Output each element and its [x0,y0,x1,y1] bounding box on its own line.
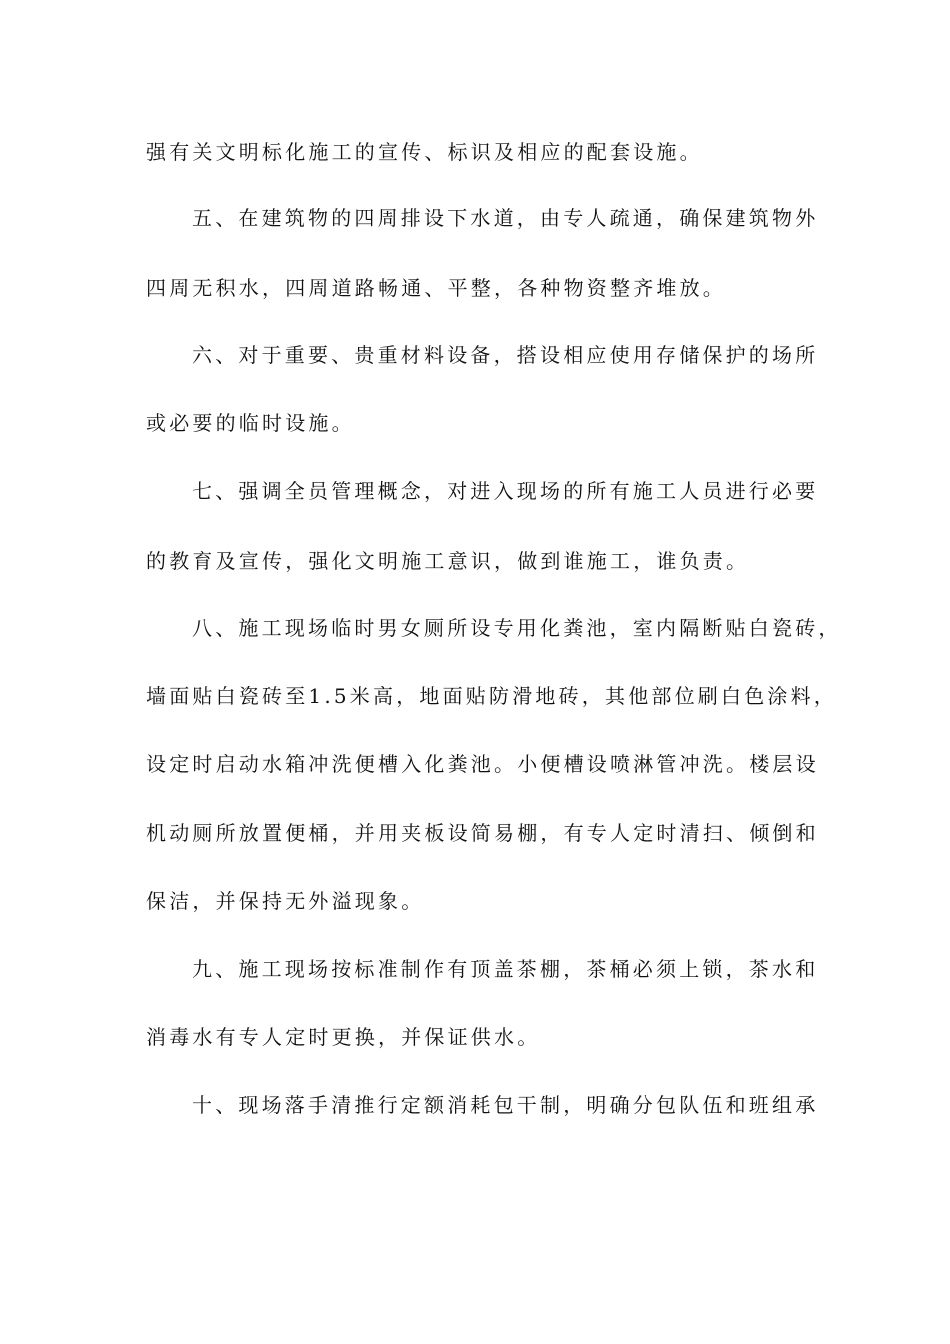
text-line: 机动厕所放置便桶，并用夹板设简易棚，有专人定时清扫、倾倒和 [146,821,819,845]
paragraph-eight-line-1: 八、施工现场临时男女厕所设专用化粪池，室内隔断贴白瓷砖， [192,616,842,640]
paragraph-five-line-1: 五、在建筑物的四周排设下水道，由专人疏通，确保建筑物外 [192,206,819,230]
text-line: 强有关文明标化施工的宣传、标识及相应的配套设施。 [146,140,703,164]
text-line: 设定时启动水箱冲洗便槽入化粪池。小便槽设喷淋管冲洗。楼层设 [146,752,819,776]
text-line: 墙面贴白瓷砖至1.5米高，地面贴防滑地砖，其他部位刷白色涂料， [146,684,838,708]
paragraph-seven-line-1: 七、强调全员管理概念，对进入现场的所有施工人员进行必要 [192,479,819,503]
paragraph-nine-line-1: 九、施工现场按标准制作有顶盖茶棚，茶桶必须上锁，茶水和 [192,957,819,981]
text-line: 保洁，并保持无外溢现象。 [146,889,425,913]
text-line: 的教育及宣传，强化文明施工意识，做到谁施工，谁负责。 [146,549,750,573]
text-line: 消毒水有专人定时更换，并保证供水。 [146,1025,541,1049]
text-line: 或必要的临时设施。 [146,411,355,435]
paragraph-six-line-1: 六、对于重要、贵重材料设备，搭设相应使用存储保护的场所 [192,343,819,367]
text-line: 四周无积水，四周道路畅通、平整，各种物资整齐堆放。 [146,276,726,300]
paragraph-ten-line-1: 十、现场落手清推行定额消耗包干制，明确分包队伍和班组承 [192,1093,819,1117]
